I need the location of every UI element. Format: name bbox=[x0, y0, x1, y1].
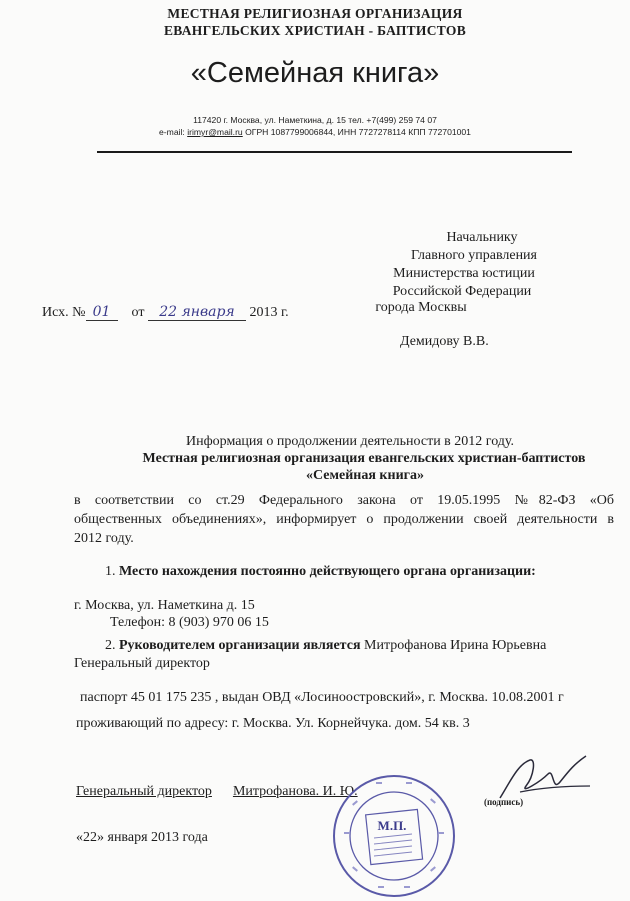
email-link[interactable]: irimyr@mail.ru bbox=[187, 127, 243, 137]
outgoing-date-prefix: от bbox=[131, 305, 145, 320]
item2-title: Руководителем организации является bbox=[119, 638, 361, 653]
location-phone: Телефон: 8 (903) 970 06 15 bbox=[110, 615, 269, 630]
item2-number: 2. bbox=[105, 638, 116, 653]
letterhead-address: 117420 г. Москва, ул. Наметкина, д. 15 тел. +7(499) 259 74 07 bbox=[193, 115, 437, 125]
email-label: e-mail: bbox=[159, 127, 185, 137]
outgoing-number-prefix: Исх. № bbox=[42, 305, 86, 320]
item2 bbox=[105, 638, 630, 654]
passport-line: паспорт 45 01 175 235 , выдан ОВД «Лосиноостровский», г. Москва. 10.08.2001 г bbox=[80, 690, 564, 705]
addressee-line5: города Москвы bbox=[375, 300, 467, 315]
outgoing-date-handwritten: 22 января bbox=[148, 304, 246, 321]
org-title-bold-line1: Местная религиозная организация евангельских христиан-баптистов bbox=[142, 451, 586, 466]
signature-caption: (подпись) bbox=[484, 797, 524, 807]
letterhead-org-name: «Семейная книга» bbox=[190, 57, 440, 89]
residence-line: проживающий по адресу: г. Москва. Ул. Корнейчука. дом. 54 кв. 3 bbox=[76, 716, 470, 731]
org-title-bold-line2: «Семейная книга» bbox=[305, 468, 424, 483]
registration-numbers: ОГРН 1087799006844, ИНН 7727278114 КПП 772701001 bbox=[245, 127, 471, 137]
paragraph1-line1: в соответствии со ст.29 Федерального закона от 19.05.1995 №82-ФЗ «Об bbox=[74, 493, 614, 508]
letterhead-org-line1: МЕСТНАЯ РЕЛИГИОЗНАЯ ОРГАНИЗАЦИЯ bbox=[167, 6, 463, 21]
outgoing-number-handwritten: 01 bbox=[86, 304, 118, 321]
paragraph1-line2: общественных объединениях», информирует о продолжении своей деятельности в bbox=[74, 512, 614, 527]
addressee-name: Демидову В.В. bbox=[400, 334, 489, 349]
organization-stamp-icon bbox=[330, 772, 458, 900]
stamp-center-text: М.П. bbox=[377, 818, 407, 833]
signatory-name: Митрофанова. И. Ю. bbox=[232, 784, 358, 799]
letterhead-divider bbox=[97, 151, 572, 153]
signature-line bbox=[76, 784, 358, 800]
addressee-line3: Министерства юстиции bbox=[393, 266, 535, 281]
item1-number: 1. bbox=[105, 564, 116, 579]
addressee-line1: Начальнику bbox=[446, 230, 518, 245]
handwritten-signature-icon bbox=[490, 752, 600, 807]
paragraph1-line3: 2012 году. bbox=[74, 531, 134, 546]
location-address: г. Москва, ул. Наметкина д. 15 bbox=[74, 598, 255, 613]
document-heading: Информация о продолжении деятельности в 2012 году. bbox=[185, 434, 515, 449]
letterhead-registration-line bbox=[0, 127, 630, 137]
item2-position: Генеральный директор bbox=[74, 656, 210, 671]
item1 bbox=[105, 564, 536, 580]
signatory-title: Генеральный директор bbox=[76, 784, 212, 799]
outgoing-year: 2013 г. bbox=[249, 305, 289, 320]
document-date: «22» января 2013 года bbox=[76, 830, 208, 845]
item2-name: Митрофанова Ирина Юрьевна bbox=[364, 638, 547, 653]
addressee-line2: Главного управления bbox=[411, 248, 537, 263]
item1-title: Место нахождения постоянно действующего органа организации: bbox=[119, 564, 536, 579]
outgoing-reference bbox=[42, 304, 289, 321]
letterhead-org-line2: ЕВАНГЕЛЬСКИХ ХРИСТИАН - БАПТИСТОВ bbox=[163, 23, 467, 38]
addressee-line4: Российской Федерации bbox=[392, 284, 532, 299]
